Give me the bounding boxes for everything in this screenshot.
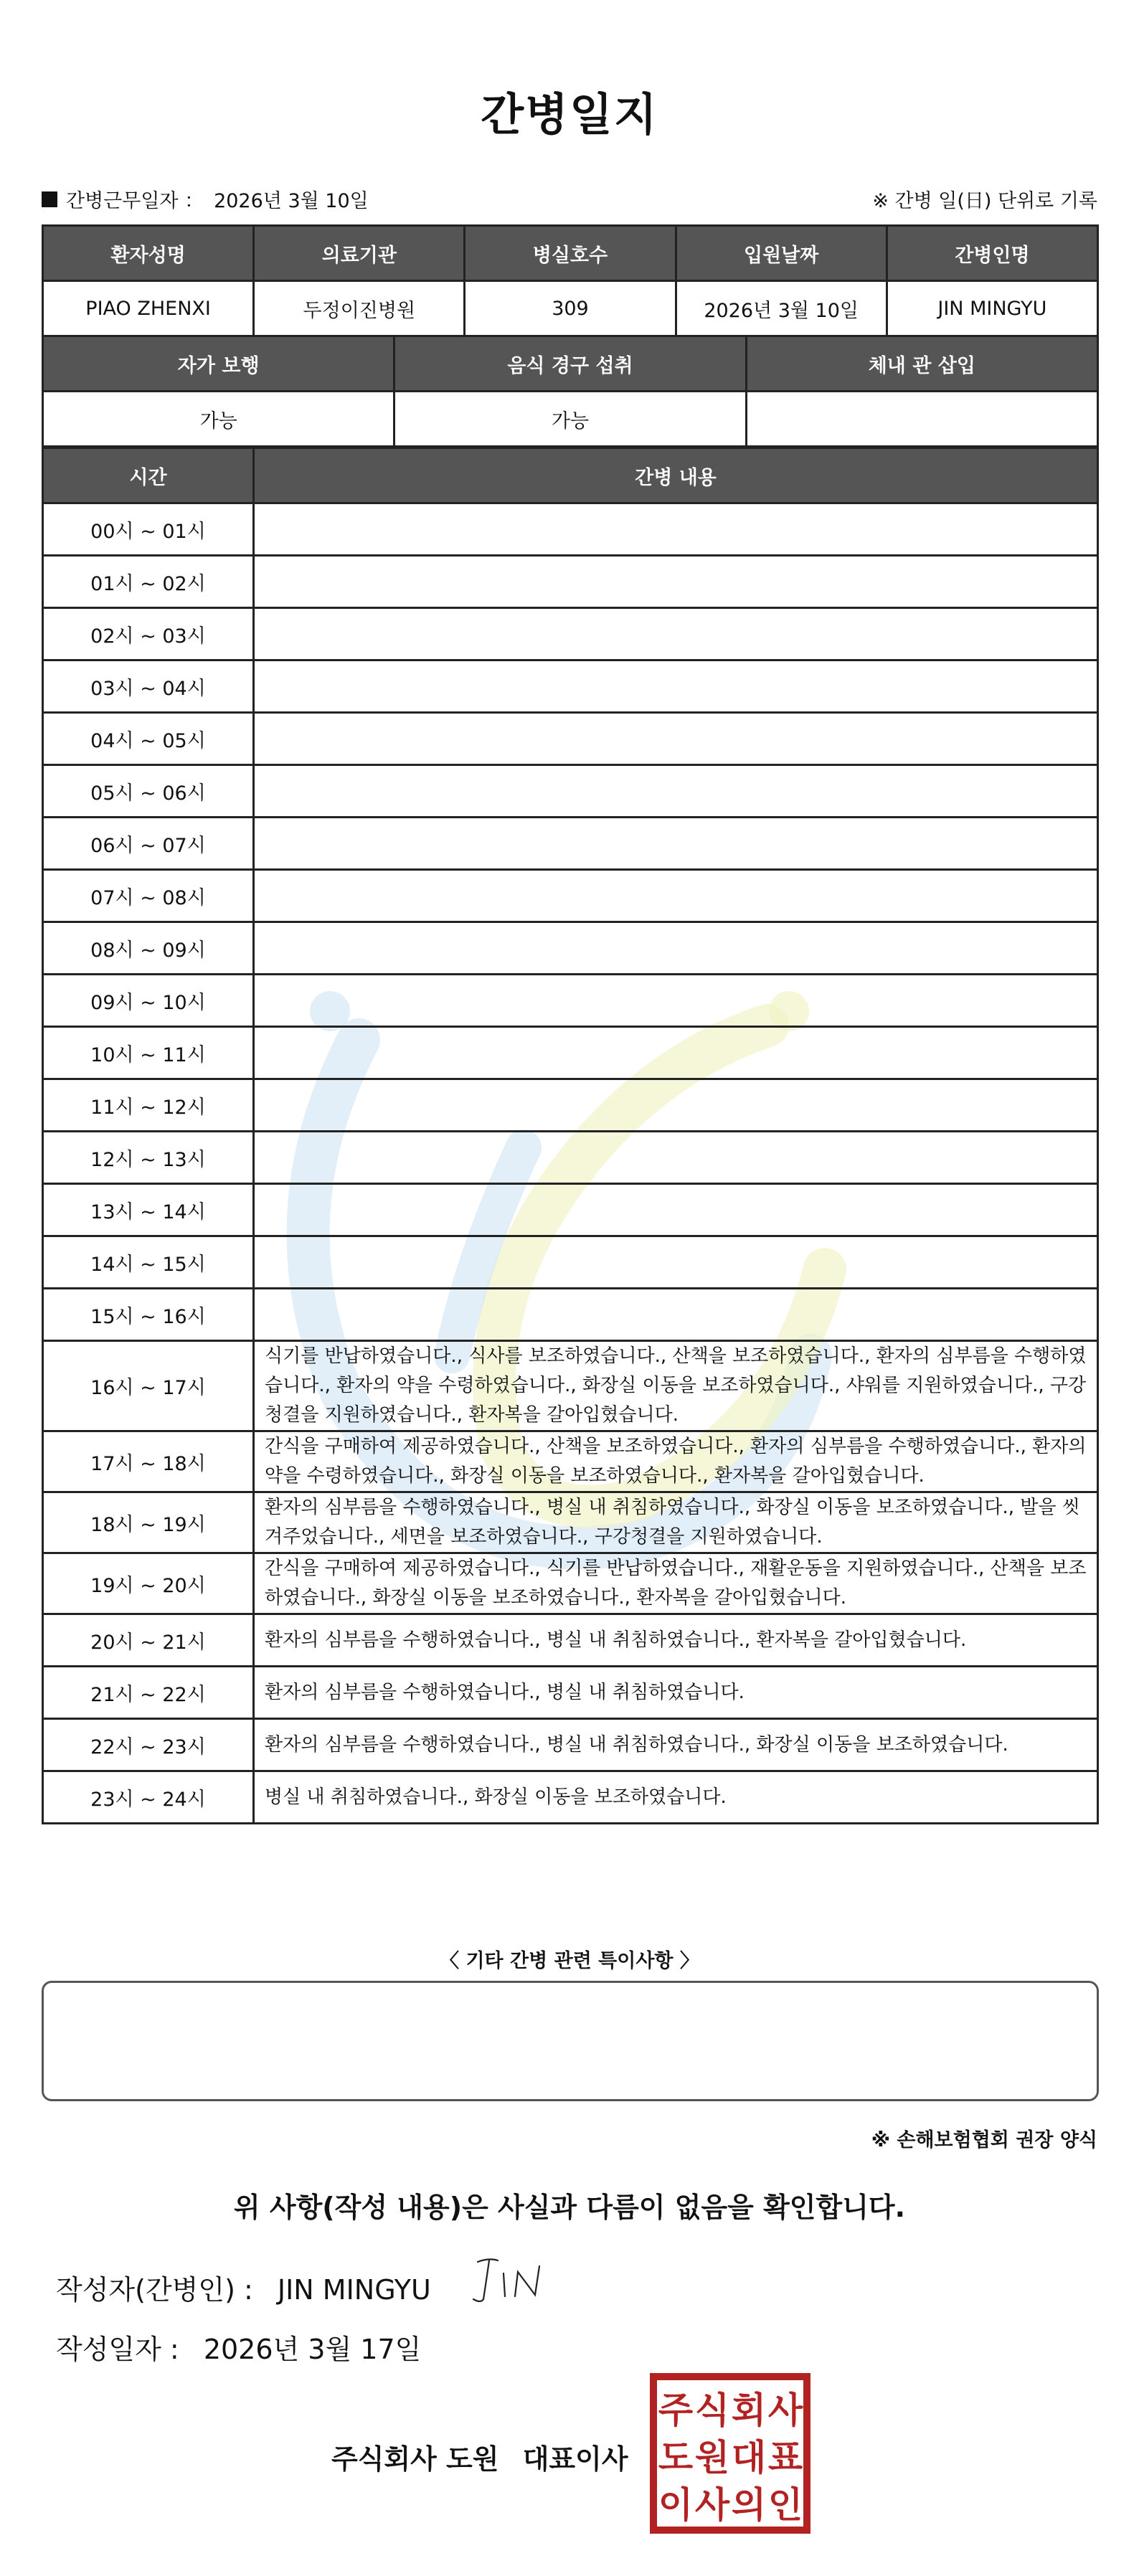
time-cell: 00시 ~ 01시 bbox=[43, 503, 254, 556]
header-admission-date: 입원날짜 bbox=[676, 226, 887, 281]
self-walking-value: 가능 bbox=[43, 392, 394, 447]
time-cell: 22시 ~ 23시 bbox=[43, 1719, 254, 1771]
header-tube-insertion: 체내 관 삽입 bbox=[746, 336, 1097, 392]
written-date-label: 작성일자 : bbox=[56, 2334, 179, 2365]
table-row bbox=[43, 713, 1098, 765]
care-content-cell: 식기를 반납하였습니다., 식사를 보조하였습니다., 산책을 보조하였습니다., 환자의 심부름을 수행하였습니다., 환자의 약을 수령하였습니다., 화장실 이동을 보조하였습니다., 샤워를 지원하였습니다., 구강청결을 지원하였습니다., 환자복을 갈아입혔습니다. bbox=[254, 1341, 1098, 1431]
care-content-cell bbox=[254, 660, 1098, 713]
unit-note: ※ 간병 일(日) 단위로 기록 bbox=[872, 190, 1097, 212]
table-row bbox=[43, 1079, 1098, 1132]
seal-character: 사 bbox=[694, 2484, 730, 2526]
hospital-name: 두정이진병원 bbox=[254, 281, 465, 336]
time-cell: 10시 ~ 11시 bbox=[43, 1027, 254, 1079]
table-row bbox=[43, 1492, 1098, 1553]
care-content-cell: 간식을 구매하여 제공하였습니다., 산책을 보조하였습니다., 환자의 심부름을 수행하였습니다., 환자의 약을 수령하였습니다., 화장실 이동을 보조하였습니다., 환자복을 갈아입혔습니다. bbox=[254, 1431, 1098, 1492]
time-cell: 16시 ~ 17시 bbox=[43, 1341, 254, 1431]
care-content-cell bbox=[254, 1184, 1098, 1236]
writer-label: 작성자(간병인) : bbox=[56, 2274, 253, 2306]
confirmation-statement: 위 사항(작성 내용)은 사실과 다름이 없음을 확인합니다. bbox=[233, 2192, 906, 2223]
time-cell: 13시 ~ 14시 bbox=[43, 1184, 254, 1236]
header-care-content: 간병 내용 bbox=[254, 448, 1098, 503]
table-row bbox=[43, 660, 1098, 713]
care-content-cell bbox=[254, 608, 1098, 660]
room-number: 309 bbox=[465, 281, 676, 336]
time-cell: 09시 ~ 10시 bbox=[43, 975, 254, 1027]
table-row bbox=[43, 1236, 1098, 1289]
written-date-value: 2026년 3월 17일 bbox=[203, 2334, 422, 2365]
work-date-value: 2026년 3월 10일 bbox=[214, 190, 369, 212]
care-content-cell bbox=[254, 1079, 1098, 1132]
handwritten-signature bbox=[468, 2252, 554, 2309]
care-log-table bbox=[42, 447, 1099, 1824]
seal-character: 표 bbox=[767, 2437, 803, 2478]
table-row bbox=[43, 608, 1098, 660]
time-cell: 15시 ~ 16시 bbox=[43, 1289, 254, 1341]
time-cell: 07시 ~ 08시 bbox=[43, 870, 254, 922]
care-content-cell bbox=[254, 818, 1098, 870]
table-row bbox=[43, 1027, 1098, 1079]
care-content-cell bbox=[254, 922, 1098, 975]
special-notes-title: 〈 기타 간병 관련 특이사항 〉 bbox=[440, 1950, 699, 1972]
care-content-cell: 환자의 심부름을 수행하였습니다., 병실 내 취침하였습니다., 화장실 이동을 보조하였습니다., 발을 씻겨주었습니다., 세면을 보조하였습니다., 구강청결을 지원하였습니다. bbox=[254, 1492, 1098, 1553]
care-content-cell bbox=[254, 765, 1098, 818]
care-content-cell bbox=[254, 975, 1098, 1027]
header-hospital: 의료기관 bbox=[254, 226, 465, 281]
time-cell: 14시 ~ 15시 bbox=[43, 1236, 254, 1289]
header-self-walking: 자가 보행 bbox=[43, 336, 394, 392]
seal-character: 원 bbox=[694, 2437, 730, 2478]
care-content-cell bbox=[254, 713, 1098, 765]
table-row bbox=[43, 1614, 1098, 1667]
writer-row bbox=[56, 2268, 431, 2307]
page-title: 간병일지 bbox=[481, 88, 658, 141]
written-date-row bbox=[56, 2327, 421, 2367]
table-row bbox=[43, 556, 1098, 608]
time-cell: 12시 ~ 13시 bbox=[43, 1132, 254, 1184]
work-date-label: 간병근무일자 ： bbox=[66, 190, 204, 212]
care-content-cell: 병실 내 취침하였습니다., 화장실 이동을 보조하였습니다. bbox=[254, 1771, 1098, 1824]
care-content-cell bbox=[254, 556, 1098, 608]
time-cell: 08시 ~ 09시 bbox=[43, 922, 254, 975]
table-row bbox=[43, 1132, 1098, 1184]
seal-character: 이 bbox=[658, 2484, 694, 2526]
company-title: 대표이사 bbox=[522, 2443, 628, 2475]
work-date-row bbox=[42, 185, 369, 213]
header-room: 병실호수 bbox=[465, 226, 676, 281]
table-row bbox=[43, 765, 1098, 818]
time-cell: 20시 ~ 21시 bbox=[43, 1614, 254, 1667]
time-cell: 06시 ~ 07시 bbox=[43, 818, 254, 870]
time-cell: 18시 ~ 19시 bbox=[43, 1492, 254, 1553]
table-row bbox=[43, 1184, 1098, 1236]
header-patient-name: 환자성명 bbox=[43, 226, 254, 281]
time-cell: 19시 ~ 20시 bbox=[43, 1553, 254, 1614]
table-row bbox=[43, 1341, 1098, 1431]
time-cell: 21시 ~ 22시 bbox=[43, 1667, 254, 1719]
table-row bbox=[43, 1667, 1098, 1719]
care-content-cell: 간식을 구매하여 제공하였습니다., 식기를 반납하였습니다., 재활운동을 지원하였습니다., 산책을 보조하였습니다., 화장실 이동을 보조하였습니다., 환자복을 갈아입혔습니다. bbox=[254, 1553, 1098, 1614]
header-time: 시간 bbox=[43, 448, 254, 503]
seal-character: 회 bbox=[731, 2390, 767, 2431]
patient-status-table bbox=[42, 335, 1099, 448]
care-content-cell: 환자의 심부름을 수행하였습니다., 병실 내 취침하였습니다. bbox=[254, 1667, 1098, 1719]
time-cell: 05시 ~ 06시 bbox=[43, 765, 254, 818]
writer-name: JIN MINGYU bbox=[277, 2274, 431, 2306]
company-signature-row bbox=[331, 2437, 628, 2476]
table-row bbox=[43, 1771, 1098, 1824]
time-cell: 03시 ~ 04시 bbox=[43, 660, 254, 713]
time-cell: 04시 ~ 05시 bbox=[43, 713, 254, 765]
special-notes-box bbox=[42, 1981, 1099, 2101]
seal-character: 사 bbox=[767, 2390, 803, 2431]
table-row bbox=[43, 1289, 1098, 1341]
care-content-cell bbox=[254, 870, 1098, 922]
square-bullet-icon bbox=[42, 191, 57, 207]
table-row bbox=[43, 1431, 1098, 1492]
time-cell: 17시 ~ 18시 bbox=[43, 1431, 254, 1492]
company-seal bbox=[649, 2372, 811, 2534]
seal-character: 주 bbox=[658, 2390, 694, 2431]
time-cell: 02시 ~ 03시 bbox=[43, 608, 254, 660]
care-content-cell bbox=[254, 1236, 1098, 1289]
form-note: ※ 손해보험협회 권장 양식 bbox=[871, 2129, 1097, 2151]
table-row bbox=[43, 1719, 1098, 1771]
table-row bbox=[43, 870, 1098, 922]
care-content-cell bbox=[254, 1132, 1098, 1184]
table-row bbox=[43, 503, 1098, 556]
time-cell: 11시 ~ 12시 bbox=[43, 1079, 254, 1132]
care-content-cell: 환자의 심부름을 수행하였습니다., 병실 내 취침하였습니다., 화장실 이동을 보조하였습니다. bbox=[254, 1719, 1098, 1771]
table-row bbox=[43, 975, 1098, 1027]
caregiver-name: JIN MINGYU bbox=[887, 281, 1097, 336]
header-caregiver: 간병인명 bbox=[887, 226, 1097, 281]
company-name: 주식회사 도원 bbox=[331, 2443, 499, 2475]
care-content-cell bbox=[254, 1289, 1098, 1341]
time-cell: 23시 ~ 24시 bbox=[43, 1771, 254, 1824]
seal-character: 도 bbox=[658, 2437, 694, 2478]
care-content-cell bbox=[254, 1027, 1098, 1079]
table-row bbox=[43, 818, 1098, 870]
header-oral-intake: 음식 경구 섭취 bbox=[394, 336, 746, 392]
seal-character: 인 bbox=[767, 2484, 803, 2526]
seal-character: 대 bbox=[731, 2437, 767, 2478]
care-content-cell bbox=[254, 503, 1098, 556]
time-cell: 01시 ~ 02시 bbox=[43, 556, 254, 608]
table-row bbox=[43, 1553, 1098, 1614]
seal-character: 식 bbox=[694, 2390, 730, 2431]
care-content-cell: 환자의 심부름을 수행하였습니다., 병실 내 취침하였습니다., 환자복을 갈아입혔습니다. bbox=[254, 1614, 1098, 1667]
table-row bbox=[43, 922, 1098, 975]
patient-info-table bbox=[42, 224, 1099, 337]
tube-insertion-value bbox=[746, 392, 1097, 447]
patient-name: PIAO ZHENXI bbox=[43, 281, 254, 336]
seal-character: 의 bbox=[731, 2484, 767, 2526]
oral-intake-value: 가능 bbox=[394, 392, 746, 447]
admission-date: 2026년 3월 10일 bbox=[676, 281, 887, 336]
